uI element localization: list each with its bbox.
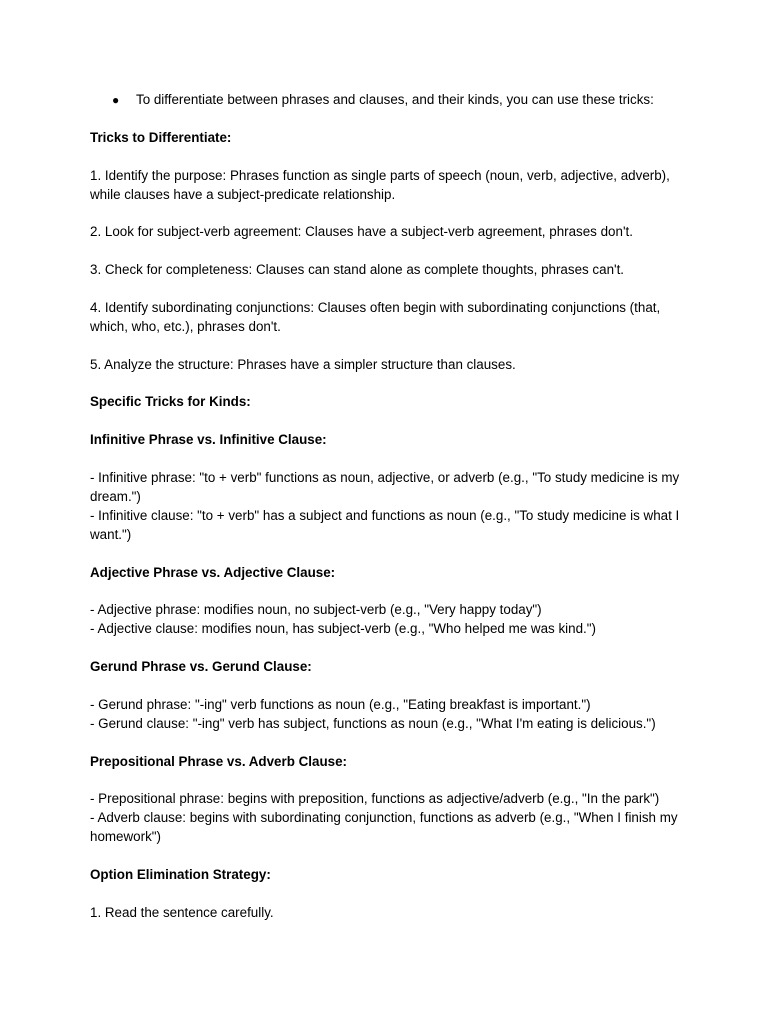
bullet-icon: ● <box>112 93 120 107</box>
intro-text: To differentiate between phrases and clauses, and their kinds, you can use these tricks: <box>136 92 654 107</box>
prepositional-phrase-line: - Prepositional phrase: begins with preposition, functions as adjective/adverb (e.g., "In the park") <box>90 791 660 807</box>
trick-item-2: 2. Look for subject-verb agreement: Clauses have a subject-verb agreement, phrases don't. <box>90 224 633 240</box>
elimination-item-1: 1. Read the sentence carefully. <box>90 904 274 920</box>
document-page <box>90 91 690 923</box>
adjective-phrase-line: - Adjective phrase: modifies noun, no subject-verb (e.g., "Very happy today") <box>90 602 542 618</box>
prepositional-section-heading: Prepositional Phrase vs. Adverb Clause: <box>90 753 347 769</box>
trick-item-4: 4. Identify subordinating conjunctions: Clauses often begin with subordinating conjunctions (that, which, who, etc.), phrases don't. <box>90 299 661 334</box>
kinds-heading: Specific Tricks for Kinds: <box>90 394 251 410</box>
infinitive-section-heading: Infinitive Phrase vs. Infinitive Clause: <box>90 432 327 448</box>
adverb-clause-line: - Adverb clause: begins with subordinating conjunction, functions as adverb (e.g., "When I finish my homework") <box>90 810 678 845</box>
gerund-phrase-line: - Gerund phrase: "-ing" verb functions as noun (e.g., "Eating breakfast is important.") <box>90 696 591 712</box>
intro-bullet-item <box>90 91 690 110</box>
trick-item-3: 3. Check for completeness: Clauses can stand alone as complete thoughts, phrases can't. <box>90 262 625 278</box>
adjective-section-heading: Adjective Phrase vs. Adjective Clause: <box>90 564 336 580</box>
gerund-section-heading: Gerund Phrase vs. Gerund Clause: <box>90 659 312 674</box>
gerund-clause-line: - Gerund clause: "-ing" verb has subject, functions as noun (e.g., "What I'm eating is delicious.") <box>90 715 656 731</box>
trick-item-5: 5. Analyze the structure: Phrases have a simpler structure than clauses. <box>90 356 516 372</box>
elimination-heading: Option Elimination Strategy: <box>90 866 271 882</box>
tricks-heading: Tricks to Differentiate: <box>90 129 232 145</box>
trick-item-1: 1. Identify the purpose: Phrases function as single parts of speech (noun, verb, adjective, adverb), while clauses have a subject-predicate relationship. <box>90 167 670 202</box>
adjective-clause-line: - Adjective clause: modifies noun, has subject-verb (e.g., "Who helped me was kind.") <box>90 621 596 637</box>
infinitive-clause-line: - Infinitive clause: "to + verb" has a subject and functions as noun (e.g., "To study medicine is what I want.") <box>90 507 680 542</box>
infinitive-phrase-line: - Infinitive phrase: "to + verb" functions as noun, adjective, or adverb (e.g., "To study medicine is my dream.") <box>90 469 680 504</box>
